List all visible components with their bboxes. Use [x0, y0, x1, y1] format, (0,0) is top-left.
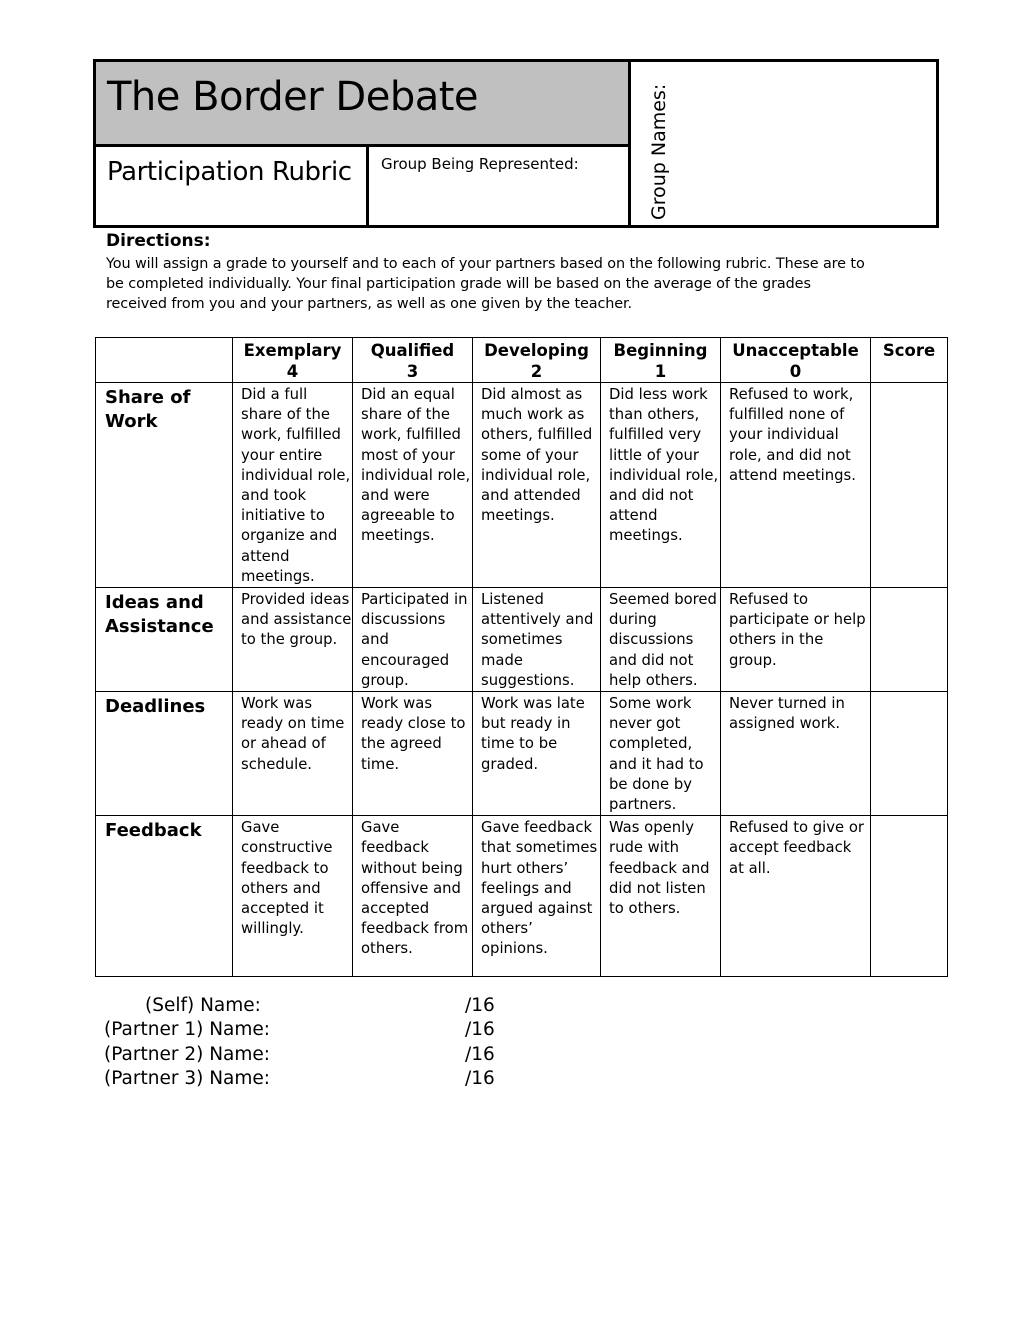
score-name-label: (Partner 3) Name: [104, 1067, 271, 1089]
rubric-row-ideas-and-assistance [96, 588, 948, 692]
column-label: Score [882, 341, 936, 360]
score-summary [104, 994, 524, 1091]
directions-heading: Directions: [106, 231, 211, 251]
column-header-beginning [601, 338, 721, 383]
column-points: 3 [406, 362, 419, 381]
column-points: 1 [654, 362, 667, 381]
rubric-cell: Participated in discussions and encouraged group. [353, 588, 473, 692]
rubric-cell: Provided ideas and assistance to the group. [233, 588, 353, 692]
column-label: Exemplary [243, 341, 342, 360]
column-points: 4 [286, 362, 299, 381]
rubric-table [95, 337, 948, 977]
score-line-partner-1[interactable] [104, 1018, 524, 1042]
criterion-label: Deadlines [96, 692, 233, 816]
criterion-label: Ideas and Assistance [96, 588, 233, 692]
score-max: /16 [465, 1043, 495, 1065]
group-being-represented-label: Group Being Represented: [381, 155, 579, 173]
rubric-cell: Refused to give or accept feedback at all. [721, 816, 871, 977]
score-name-label: (Partner 1) Name: [104, 1019, 271, 1041]
score-cell[interactable] [871, 692, 948, 816]
column-label: Qualified [370, 341, 455, 360]
page-subtitle: Participation Rubric [107, 157, 352, 187]
subtitle-cell [96, 147, 369, 225]
column-points: 0 [789, 362, 802, 381]
rubric-cell: Refused to participate or help others in the group. [721, 588, 871, 692]
score-max: /16 [465, 995, 495, 1016]
rubric-row-share-of-work [96, 383, 948, 588]
score-line-partner-2[interactable] [104, 1043, 524, 1067]
rubric-cell: Did an equal share of the work, fulfilled most of your individual role, and were agreeable to meetings. [353, 383, 473, 588]
rubric-row-feedback [96, 816, 948, 977]
rubric-cell: Work was late but ready in time to be graded. [473, 692, 601, 816]
rubric-cell: Did less work than others, fulfilled very little of your individual role, and did not attend meetings. [601, 383, 721, 588]
criterion-label: Share of Work [96, 383, 233, 588]
rubric-cell: Refused to work, fulfilled none of your individual role, and did not attend meetings. [721, 383, 871, 588]
column-label: Beginning [613, 341, 708, 360]
column-header-unacceptable [721, 338, 871, 383]
rubric-cell: Did a full share of the work, fulfilled your entire individual role, and took initiative to organize and attend meetings. [233, 383, 353, 588]
corner-cell [96, 338, 233, 383]
rubric-cell: Did almost as much work as others, fulfilled some of your individual role, and attended meetings. [473, 383, 601, 588]
rubric-header-row [96, 338, 948, 383]
page-title: The Border Debate [107, 74, 479, 120]
rubric-cell: Some work never got completed, and it had to be done by partners. [601, 692, 721, 816]
title-cell [96, 62, 631, 147]
group-being-represented-field[interactable] [369, 147, 631, 225]
rubric-row-deadlines [96, 692, 948, 816]
header-box [93, 59, 939, 228]
score-max: /16 [465, 1067, 495, 1089]
score-cell[interactable] [871, 816, 948, 977]
rubric-cell: Gave feedback that sometimes hurt others’ feelings and argued against others’ opinions. [473, 816, 601, 977]
rubric-cell: Seemed bored during discussions and did not help others. [601, 588, 721, 692]
column-header-developing [473, 338, 601, 383]
column-label: Unacceptable [732, 341, 859, 360]
column-header-qualified [353, 338, 473, 383]
column-points: 2 [530, 362, 543, 381]
rubric-cell: Listened attentively and sometimes made suggestions. [473, 588, 601, 692]
criterion-label: Feedback [96, 816, 233, 977]
rubric-cell: Gave constructive feedback to others and accepted it willingly. [233, 816, 353, 977]
rubric-cell: Work was ready close to the agreed time. [353, 692, 473, 816]
score-line-partner-3[interactable] [104, 1067, 524, 1091]
score-max: /16 [465, 1019, 495, 1041]
column-header-score [871, 338, 948, 383]
rubric-cell: Work was ready on time or ahead of schedule. [233, 692, 353, 816]
score-name-label: (Self) Name: [145, 995, 261, 1016]
rubric-cell: Was openly rude with feedback and did not listen to others. [601, 816, 721, 977]
rubric-cell: Gave feedback without being offensive and accepted feedback from others. [353, 816, 473, 977]
rubric-cell: Never turned in assigned work. [721, 692, 871, 816]
score-name-label: (Partner 2) Name: [104, 1043, 271, 1065]
group-names-field[interactable] [631, 62, 936, 225]
score-cell[interactable] [871, 383, 948, 588]
column-header-exemplary [233, 338, 353, 383]
score-line-self[interactable] [104, 994, 524, 1018]
column-label: Developing [484, 341, 589, 360]
group-names-label: Group Names: [648, 83, 670, 220]
score-cell[interactable] [871, 588, 948, 692]
directions-text: You will assign a grade to yourself and to each of your partners based on the following rubric. These are to be completed individually. Your final participation grade will be based on the average of the grades received from you and your partners, as well as one given by the teacher. [106, 256, 865, 312]
